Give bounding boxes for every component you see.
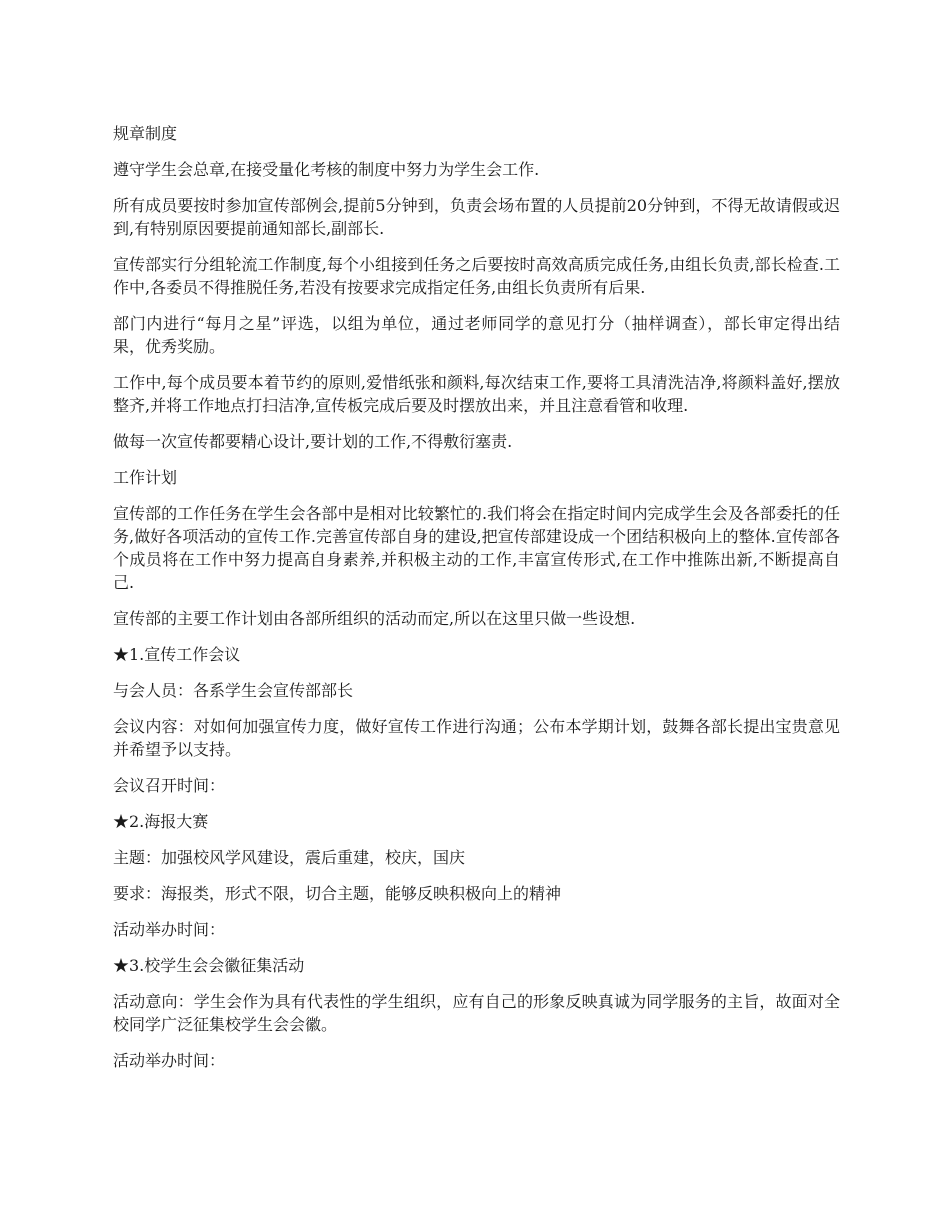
paragraph: 工作中,每个成员要本着节约的原则,爱惜纸张和颜料,每次结束工作,要将工具清洗洁净,将颜料盖好,摆放整齐,并将工作地点打扫洁净,宣传板完成后要及时摆放出来，并且注意看管和收理. xyxy=(113,373,840,415)
section-heading-plan: 工作计划 xyxy=(113,468,178,487)
item-heading-meeting: ★1.宣传工作会议 xyxy=(113,645,241,664)
item-heading-emblem-collection: ★3.校学生会会徽征集活动 xyxy=(113,956,305,975)
paragraph: 活动举办时间： xyxy=(113,920,226,939)
paragraph: 会议召开时间： xyxy=(113,776,226,795)
paragraph: 宣传部的主要工作计划由各部所组织的活动而定,所以在这里只做一些设想. xyxy=(113,609,636,628)
paragraph: 要求：海报类，形式不限，切合主题，能够反映积极向上的精神 xyxy=(113,884,562,903)
paragraph: 活动意向：学生会作为具有代表性的学生组织，应有自己的形象反映真诚为同学服务的主旨，故面对全校同学广泛征集校学生会会徽。 xyxy=(113,992,840,1034)
paragraph: 宣传部实行分组轮流工作制度,每个小组接到任务之后要按时高效高质完成任务,由组长负责,部长检查.工作中,各委员不得推脱任务,若没有按要求完成指定任务,由组长负责所有后果. xyxy=(113,255,840,297)
paragraph: 与会人员：各系学生会宣传部部长 xyxy=(113,681,354,700)
section-heading-rules: 规章制度 xyxy=(113,124,178,143)
document-page xyxy=(113,122,840,1085)
paragraph: 遵守学生会总章,在接受量化考核的制度中努力为学生会工作. xyxy=(113,160,540,179)
paragraph: 宣传部的工作任务在学生会各部中是相对比较繁忙的.我们将会在指定时间内完成学生会及各部委托的任务,做好各项活动的宣传工作.完善宣传部自身的建设,把宣传部建设成一个团结积极向上的整体.宣传部各个成员将在工作中努力提高自身素养,并积极主动的工作,丰富宣传形式,在工作中推陈出新,不断提高自己. xyxy=(113,504,840,592)
paragraph: 会议内容：对如何加强宣传力度，做好宣传工作进行沟通；公布本学期计划，鼓舞各部长提出宝贵意见并希望予以支持。 xyxy=(113,717,840,759)
paragraph: 主题：加强校风学风建设，震后重建，校庆，国庆 xyxy=(113,848,466,867)
paragraph: 部门内进行“每月之星”评选，以组为单位，通过老师同学的意见打分（抽样调查），部长审定得出结果，优秀奖励。 xyxy=(113,314,840,356)
paragraph: 做每一次宣传都要精心设计,要计划的工作,不得敷衍塞责. xyxy=(113,432,513,451)
item-heading-poster-contest: ★2.海报大赛 xyxy=(113,812,209,831)
paragraph: 活动举办时间： xyxy=(113,1051,226,1070)
paragraph: 所有成员要按时参加宣传部例会,提前5分钟到，负责会场布置的人员提前20分钟到，不得无故请假或迟到,有特别原因要提前通知部长,副部长. xyxy=(113,196,840,238)
